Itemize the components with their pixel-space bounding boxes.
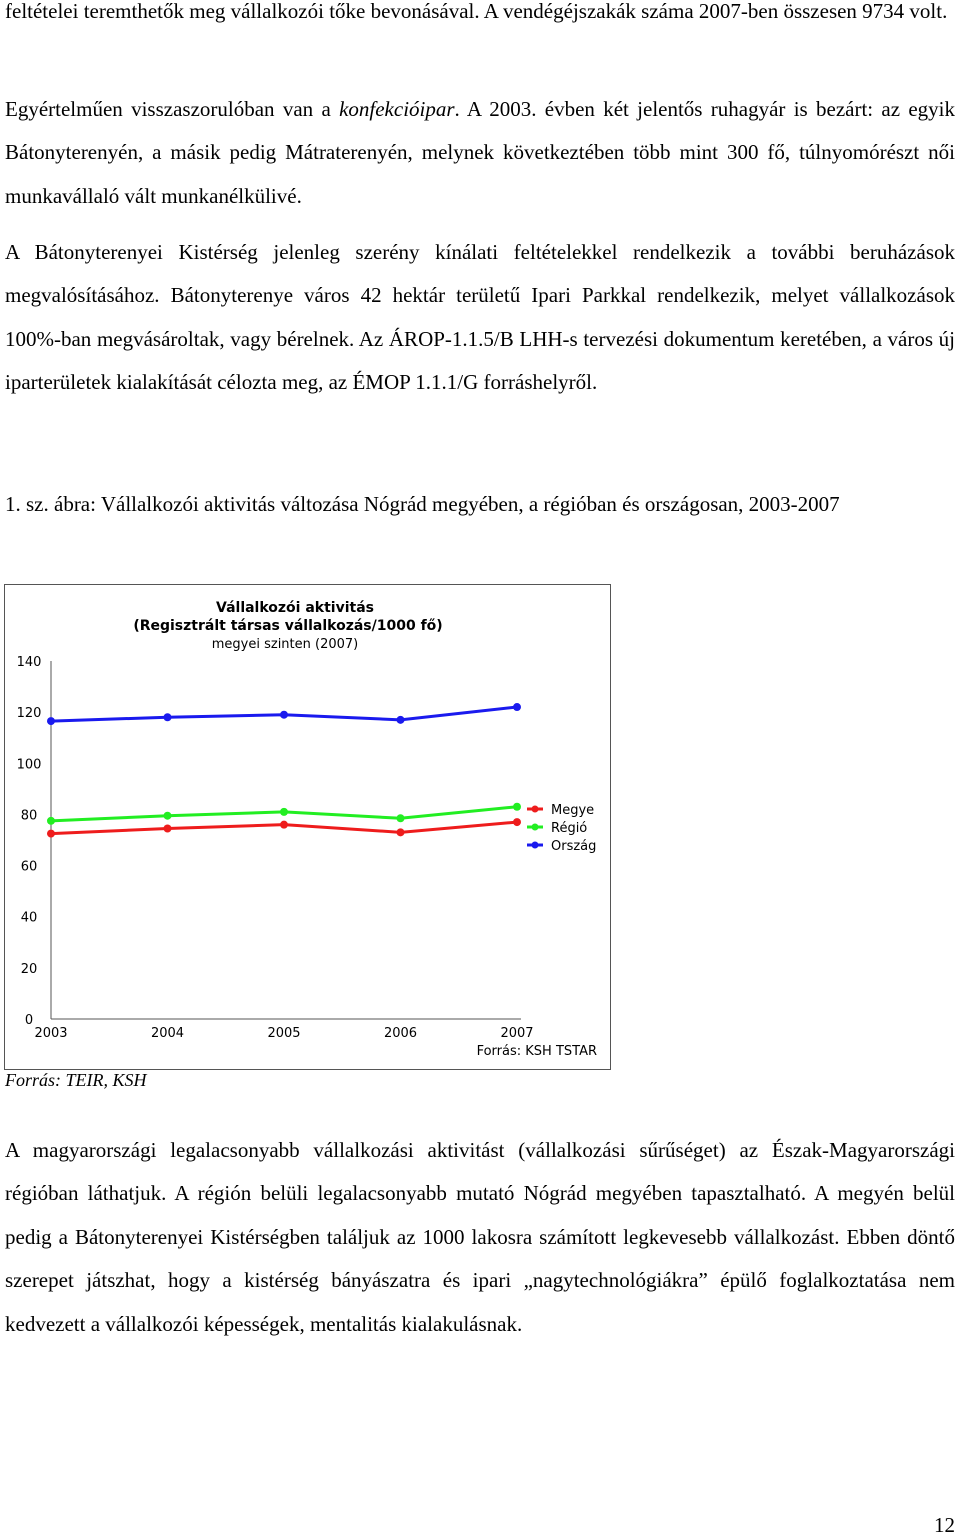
data-point [164,713,172,721]
data-point [513,803,521,811]
x-tick-label: 2005 [267,1026,301,1041]
page-number: 12 [934,1513,955,1537]
y-tick-label: 80 [20,808,38,824]
y-tick-label: 0 [24,1013,34,1028]
figure-caption: 1. sz. ábra: Vállalkozói aktivitás változása Nógrád megyében, a régióban és országosan, 2003-2007 [5,492,840,516]
y-tick-label: 140 [16,655,42,670]
y-tick-label: 100 [16,757,42,773]
paragraph-text: . A 2003. évben két jelentős ruhagyár is bezárt: az egyik Bátonyterenyén, a másik pedig Mátraterenyén, melynek következtében több mint 300 fő, túlnyomórészt női munkavállaló vált munkanélkülivé. [5,97,956,208]
figure-source: Forrás: TEIR, KSH [5,1070,147,1090]
x-tick-label: 2007 [500,1026,534,1041]
chart-title-line2: (Regisztrált társas vállalkozás/1000 fő) [133,618,443,634]
data-point [280,808,288,816]
data-point [397,828,405,836]
paragraph-tourism: feltételei teremthetők meg vállalkozói tőke bevonásával. A vendégéjszakák száma 2007-ben összesen 9734 volt. [5,0,948,23]
line-chart [5,585,610,1069]
data-point [164,812,172,820]
data-point [280,711,288,719]
data-point [164,824,172,832]
paragraph-entrepreneurial-activity: A magyarországi legalacsonyabb vállalkozási aktivitást (vállalkozási sűrűséget) az Észak-Magyarországi régióban láthatjuk. A régión belüli legalacsonyabb mutató Nógrád megyében tapasztalható. A megyén belül pedig a Bátonyterenyei Kistérségben találjuk az 1000 lakosra számított legkevesebb vállalkozást. Ebben döntő szerepet játszhat, hogy a kistérség bányászatra és ipari „nagytechnológiákra” épülő foglalkoztatása nem kedvezett a vállalkozói képességek, mentalitás kialakulásnak. [5,1138,955,1336]
paragraph-industrial-park: A Bátonyterenyei Kistérség jelenleg szerény kínálati feltételekkel rendelkezik a további beruházások megvalósításához. Bátonyterenye város 42 hektár területű Ipari Parkkal rendelkezik, melyet vállalkozások 100%-ban megvásároltak, vagy bérelnek. Az ÁROP-1.1.5/B LHH-s tervezési dokumentum keretében, a város új iparterületek kialakítását célozta meg, az ÉMOP 1.1.1/G forráshelyről. [5,240,955,395]
chart-source-note: Forrás: KSH TSTAR [476,1044,597,1059]
legend-label: Ország [551,839,597,854]
chart-subtitle: megyei szinten (2007) [211,637,359,652]
y-tick-label: 120 [16,706,42,722]
emphasis-konfekcioipar: konfekcióipar [339,97,455,121]
legend-label: Megye [551,803,595,818]
data-point [47,717,55,725]
data-point [47,817,55,825]
y-tick-label: 60 [20,859,38,875]
x-tick-label: 2006 [383,1026,418,1041]
x-tick-label: 2003 [34,1026,68,1041]
y-tick-label: 20 [20,961,38,977]
x-tick-label: 2004 [150,1026,185,1041]
paragraph-text: Egyértelműen visszaszorulóban van a [5,97,340,121]
paragraph-clothing-industry [5,88,955,218]
chart-figure [4,584,611,1070]
legend-marker [532,842,539,849]
data-point [47,830,55,838]
data-point [513,703,521,711]
y-tick-label: 40 [20,910,38,926]
data-point [513,818,521,826]
data-point [280,821,288,829]
chart-title: Vállalkozói aktivitás [216,600,374,616]
legend-label: Régió [551,821,588,836]
data-point [397,814,405,822]
legend-marker [532,806,539,813]
legend-marker [532,824,539,831]
data-point [397,716,405,724]
